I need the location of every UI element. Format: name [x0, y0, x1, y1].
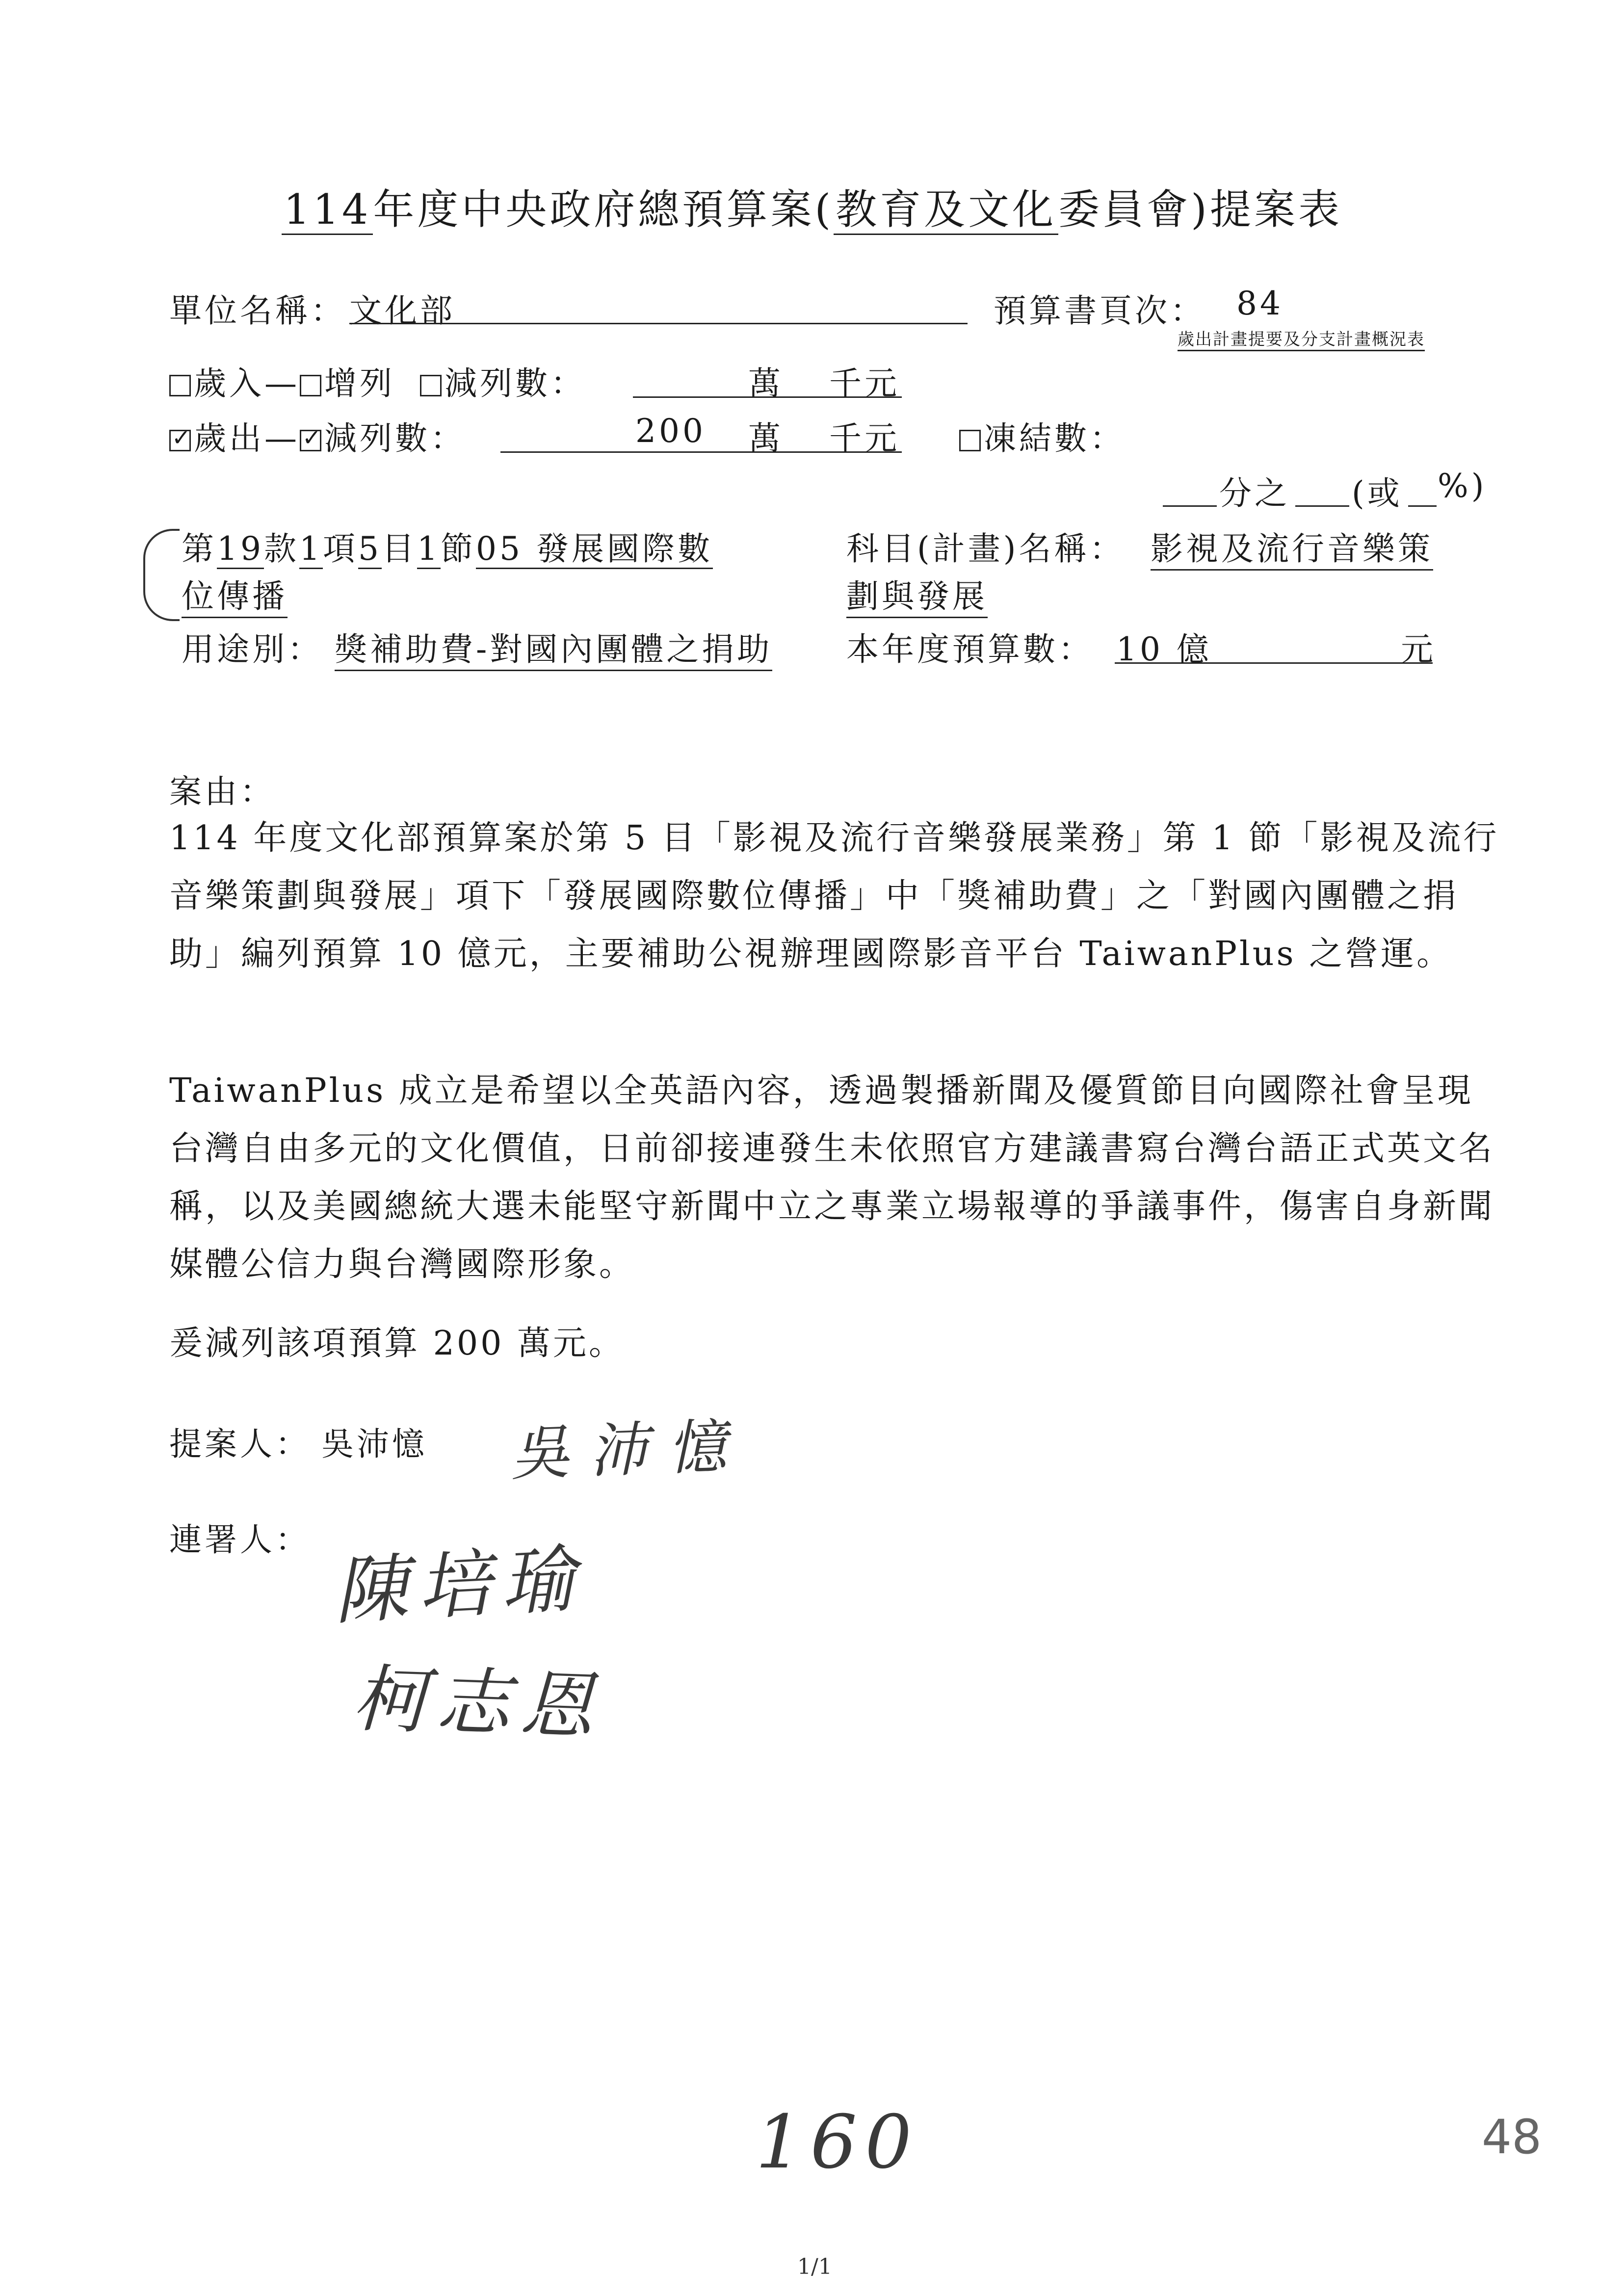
- handwritten-bracket: [143, 529, 180, 621]
- budget-page-note: 歲出計畫提要及分支計畫概況表: [1178, 326, 1425, 351]
- freeze-checkbox[interactable]: [959, 430, 981, 451]
- subject-value: 影視及流行音樂策: [1151, 522, 1433, 571]
- cosigner-signature-1: 陳培瑜: [332, 1536, 586, 1635]
- expense-qian: 千元: [829, 419, 900, 457]
- reason-paragraph-3: 爰減列該項預算 200 萬元。: [169, 1324, 625, 1363]
- budget-page-label: 預算書頁次：: [994, 292, 1205, 330]
- cosigner-label: 連署人：: [169, 1521, 311, 1559]
- ratio-huo: (或: [1352, 474, 1403, 512]
- budget-item: 第19款1項5目1節05 發展國際數: [182, 522, 713, 569]
- page-title: 114年度中央政府總預算案(教育及文化委員會)提案表: [0, 177, 1624, 236]
- subject-value-cont: 劃與發展: [846, 570, 988, 618]
- proposer-signature: 吳沛憶: [509, 1412, 747, 1489]
- revenue-add-checkbox[interactable]: [300, 375, 321, 396]
- expense-checkbox[interactable]: [169, 430, 191, 451]
- ratio-blank-1: [1163, 505, 1217, 507]
- budget-page-value: 84: [1236, 285, 1283, 322]
- revenue-reduce-checkbox[interactable]: [420, 375, 442, 396]
- expense-reduce-checkbox[interactable]: [300, 430, 321, 451]
- corner-number: 48: [1482, 2110, 1542, 2165]
- ratio-fen: 分之: [1219, 474, 1290, 512]
- unit-value: 文化部: [349, 292, 455, 330]
- reason-paragraph-1: 114 年度文化部預算案於第 5 目「影視及流行音樂發展業務」第 1 節「影視及流行音樂策劃與發展」項下「發展國際數位傳播」中「獎補助費」之「對國內團體之捐助」編列預算 10 億元，主要補助公視辦理國際影音平台 TaiwanPlus 之營運。: [169, 819, 1499, 973]
- unit-label: 單位名稱：: [169, 292, 346, 330]
- title-year: 114: [282, 185, 373, 235]
- title-committee: 教育及文化: [834, 185, 1058, 235]
- ratio-blank-2: [1295, 505, 1349, 507]
- usage-label: 用途別：: [182, 630, 323, 668]
- subject-label: 科目(計畫)名稱：: [846, 530, 1125, 568]
- freeze-row: 凍結數：: [959, 412, 1125, 459]
- revenue-row: 歲入— 增列 減列數：: [169, 357, 586, 404]
- proposer-label: 提案人：: [169, 1425, 311, 1463]
- handwritten-page-number: 160: [756, 2100, 920, 2185]
- budget-item-name-cont: 位傳播: [182, 570, 288, 618]
- page-indicator: 1/1: [797, 2254, 832, 2279]
- expense-wan: 萬: [748, 419, 784, 457]
- revenue-checkbox[interactable]: [169, 375, 191, 396]
- unit-underline: [349, 323, 968, 324]
- ratio-blank-3: [1408, 505, 1437, 507]
- annual-budget-unit: 元: [1401, 630, 1436, 668]
- annual-budget-value: 10 億: [1116, 630, 1212, 668]
- expense-amount: 200: [635, 412, 706, 450]
- expense-row: ✓歲出—✓ 減列數：: [169, 412, 466, 459]
- reason-paragraph-2: TaiwanPlus 成立是希望以全英語內容，透過製播新聞及優質節目向國際社會呈現台灣自由多元的文化價值，日前卻接連發生未依照官方建議書寫台灣台語正式英文名稱，以及美國總統大選未能堅守新聞中立之專業立場報導的爭議事件，傷害自身新聞媒體公信力與台灣國際形象。: [169, 1071, 1495, 1284]
- revenue-qian: 千元: [829, 365, 900, 402]
- revenue-wan: 萬: [748, 365, 784, 402]
- proposer-name: 吳沛憶: [321, 1425, 427, 1463]
- ratio-pct: %): [1438, 467, 1487, 505]
- usage-value: 獎補助費-對國內團體之捐助: [335, 623, 772, 671]
- cosigner-signature-2: 柯志恩: [351, 1656, 605, 1750]
- reason-label: 案由：: [169, 773, 275, 810]
- annual-budget-label: 本年度預算數：: [846, 630, 1094, 668]
